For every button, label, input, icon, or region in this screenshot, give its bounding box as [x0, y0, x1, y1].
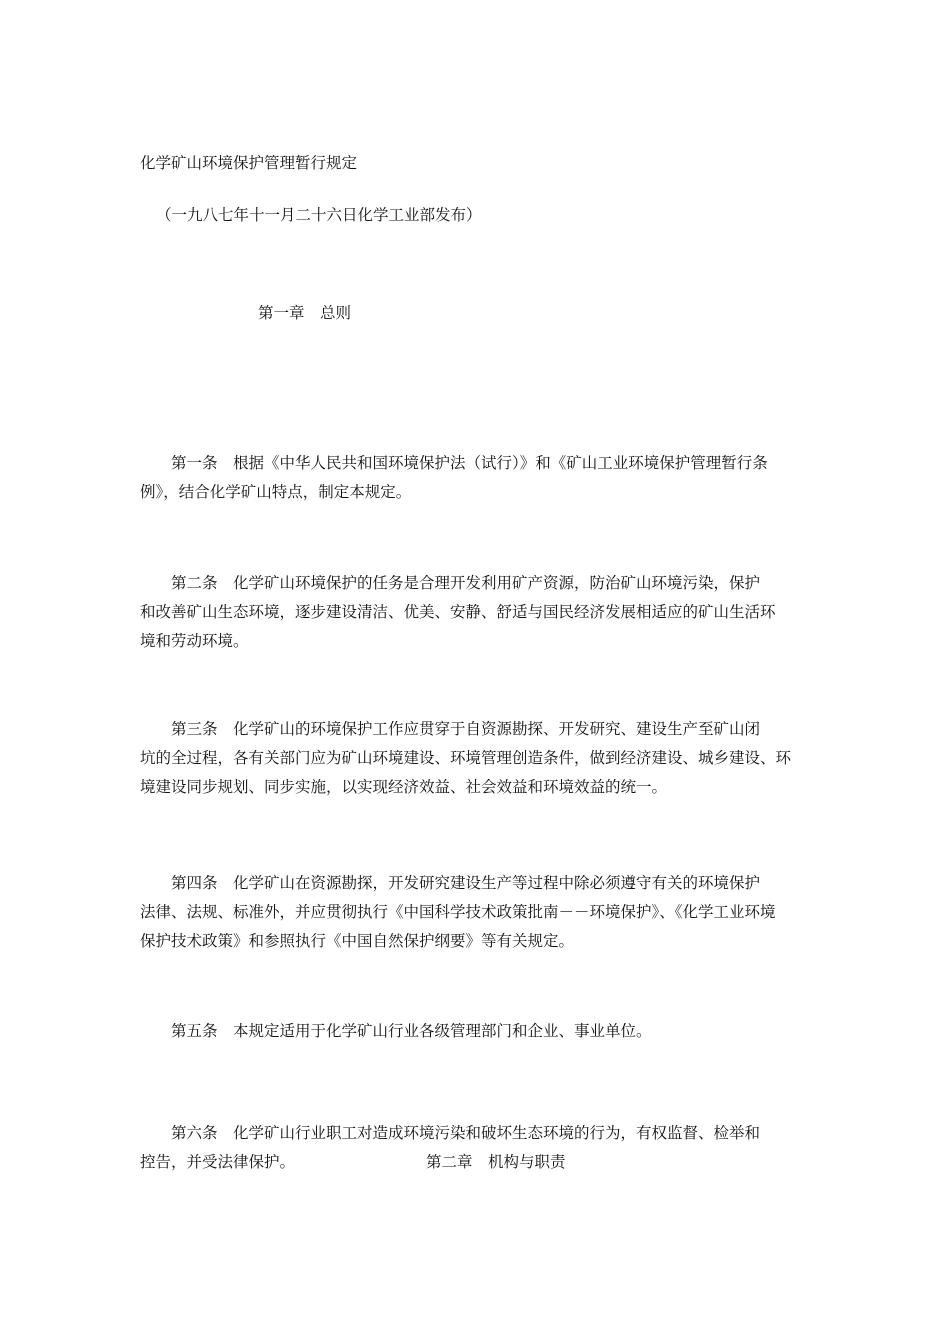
article-line: 控告，并受法律保护。 [140, 1153, 296, 1171]
article-line: 坑的全过程，各有关部门应为矿山环境建设、环境管理创造条件，做到经济建设、城乡建设、环 [140, 749, 792, 767]
article-line: 保护技术政策》和参照执行《中国自然保护纲要》等有关规定。 [140, 932, 575, 950]
document-title: 化学矿山环境保护管理暂行规定 [140, 154, 358, 172]
article-line: 法律、法规、标准外，并应贯彻执行《中国科学技术政策批南－－环境保护》、《化学工业环境 [140, 903, 776, 921]
article-line: 境建设同步规划、同步实施，以实现经济效益、社会效益和环境效益的统一。 [140, 778, 668, 796]
article-2 [140, 569, 812, 656]
article-line: 第一条 根据《中华人民共和国环境保护法（试行）》和《矿山工业环境保护管理暂行条 [140, 454, 768, 472]
article-5 [140, 1017, 812, 1046]
article-line: 和改善矿山生态环境，逐步建设清洁、优美、安静、舒适与国民经济发展相适应的矿山生活环 [140, 603, 776, 621]
article-line: 第二条 化学矿山环境保护的任务是合理开发利用矿产资源，防治矿山环境污染，保护 [140, 574, 761, 592]
article-line: 第三条 化学矿山的环境保护工作应贯穿于自资源勘探、开发研究、建设生产至矿山闭 [140, 720, 761, 738]
article-3 [140, 715, 812, 802]
issuance-note: （一九八七年十一月二十六日化学工业部发布） [156, 206, 482, 224]
article-line: 第六条 化学矿山行业职工对造成环境污染和破坏生态环境的行为，有权监督、检举和 [140, 1124, 761, 1142]
article-line: 例》，结合化学矿山特点，制定本规定。 [140, 483, 412, 501]
article-line: 第五条 本规定适用于化学矿山行业各级管理部门和企业、事业单位。 [140, 1022, 652, 1040]
chapter-1-heading: 第一章 总则 [258, 304, 352, 322]
article-1 [140, 449, 812, 507]
article-line: 境和劳动环境。 [140, 632, 249, 650]
chapter-2-heading: 第二章 机构与职责 [426, 1153, 566, 1171]
article-4 [140, 869, 812, 956]
article-line: 第四条 化学矿山在资源勘探，开发研究建设生产等过程中除必须遵守有关的环境保护 [140, 874, 761, 892]
